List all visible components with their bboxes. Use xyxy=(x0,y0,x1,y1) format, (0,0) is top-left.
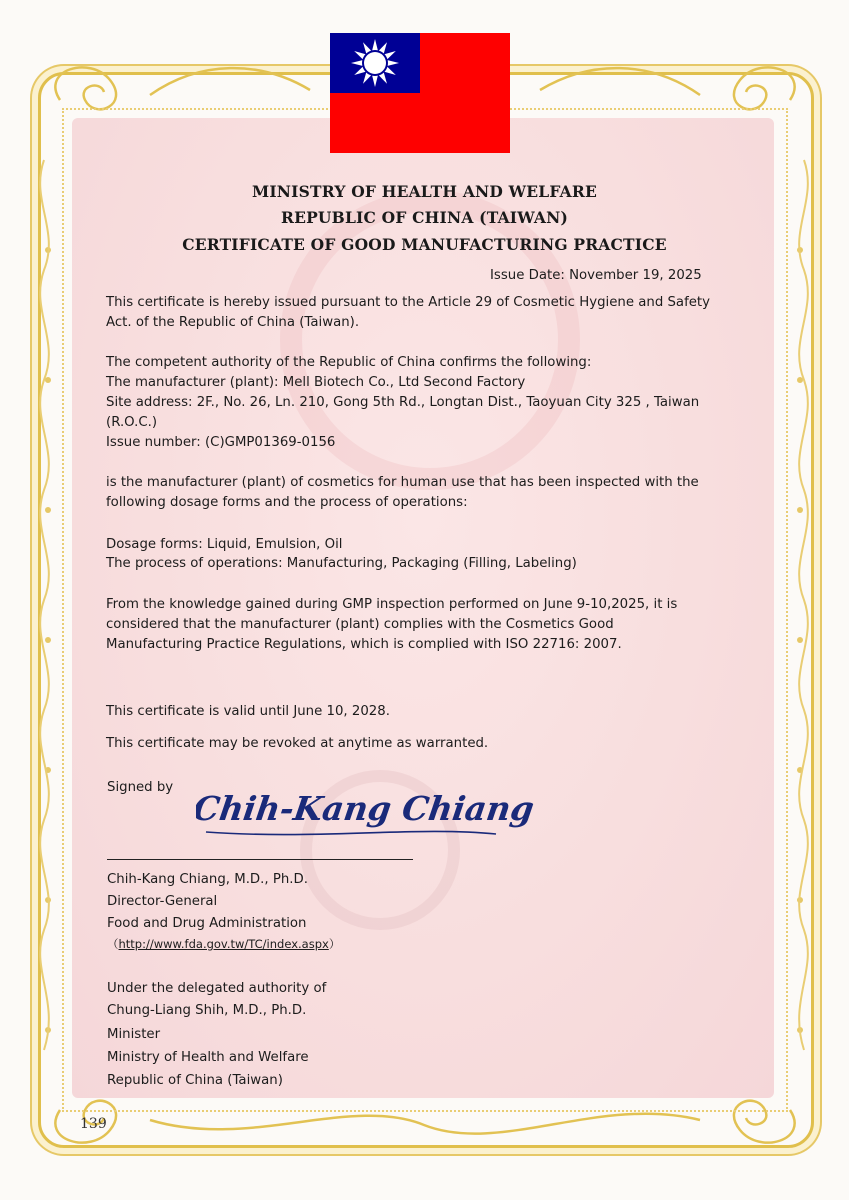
dosage-forms: Dosage forms: Liquid, Emulsion, Oil xyxy=(106,537,343,552)
process-operations: The process of operations: Manufacturing, Packaging (Filling, Labeling) xyxy=(106,556,577,571)
signature-ink: Chih-Kang Chiang xyxy=(196,789,536,828)
authority-statement: The competent authority of the Republic of China confirms the following: xyxy=(106,355,592,370)
inspection-line-2: following dosage forms and the process of operations: xyxy=(106,495,468,510)
manufacturer-line: The manufacturer (plant): Mell Biotech Co., Ltd Second Factory xyxy=(106,375,526,390)
corner-scroll-top-right xyxy=(734,67,795,109)
signed-by-label: Signed by xyxy=(107,780,174,795)
roc-flag xyxy=(330,33,510,153)
corner-scroll-top-left xyxy=(55,67,116,109)
flag-canton xyxy=(330,33,420,93)
signer-title: Director-General xyxy=(107,894,218,909)
delegation-line-1: Under the delegated authority of xyxy=(107,981,327,996)
signer-organization: Food and Drug Administration xyxy=(107,916,307,931)
certificate-title: CERTIFICATE OF GOOD MANUFACTURING PRACTICE xyxy=(182,235,667,254)
delegation-ministry: Ministry of Health and Welfare xyxy=(107,1050,309,1065)
fda-website-link[interactable]: http://www.fda.gov.tw/TC/index.aspx xyxy=(118,937,329,951)
revocation-statement: This certificate may be revoked at anytime as warranted. xyxy=(106,736,489,751)
delegation-minister-title: Minister xyxy=(107,1027,161,1042)
inspection-line-1: is the manufacturer (plant) of cosmetics for human use that has been inspected with the xyxy=(106,475,699,490)
address-line-1: Site address: 2F., No. 26, Ln. 210, Gong 5th Rd., Longtan Dist., Taoyuan City 325 , Taiwan xyxy=(106,395,700,410)
signer-name: Chih-Kang Chiang, M.D., Ph.D. xyxy=(107,872,308,887)
handwritten-signature xyxy=(196,776,536,846)
compliance-line-2: considered that the manufacturer (plant) complies with the Cosmetics Good xyxy=(106,617,614,632)
signature-svg xyxy=(196,776,536,846)
fda-url-line xyxy=(107,934,340,954)
address-line-2: (R.O.C.) xyxy=(106,415,158,430)
signature-line xyxy=(107,859,413,860)
white-sun-icon xyxy=(330,33,420,93)
country-heading: REPUBLIC OF CHINA (TAIWAN) xyxy=(280,208,568,227)
intro-line-2: Act. of the Republic of China (Taiwan). xyxy=(106,315,360,330)
issue-date: Issue Date: November 19, 2025 xyxy=(490,268,702,283)
page-number: 139 xyxy=(80,1116,107,1132)
issue-number: Issue number: (C)GMP01369-0156 xyxy=(106,435,336,450)
intro-line-1: This certificate is hereby issued pursuant to the Article 29 of Cosmetic Hygiene and Safety xyxy=(106,295,711,310)
delegation-minister-name: Chung-Liang Shih, M.D., Ph.D. xyxy=(107,1003,307,1018)
compliance-line-1: From the knowledge gained during GMP inspection performed on June 9-10,2025, it is xyxy=(106,597,678,612)
compliance-line-3: Manufacturing Practice Regulations, which is complied with ISO 22716: 2007. xyxy=(106,637,622,652)
ministry-heading: MINISTRY OF HEALTH AND WELFARE xyxy=(252,182,597,201)
url-close-paren: ） xyxy=(328,937,341,951)
url-open-paren: （ xyxy=(107,937,119,951)
delegation-country: Republic of China (Taiwan) xyxy=(107,1073,283,1088)
validity-statement: This certificate is valid until June 10, 2028. xyxy=(106,704,390,719)
